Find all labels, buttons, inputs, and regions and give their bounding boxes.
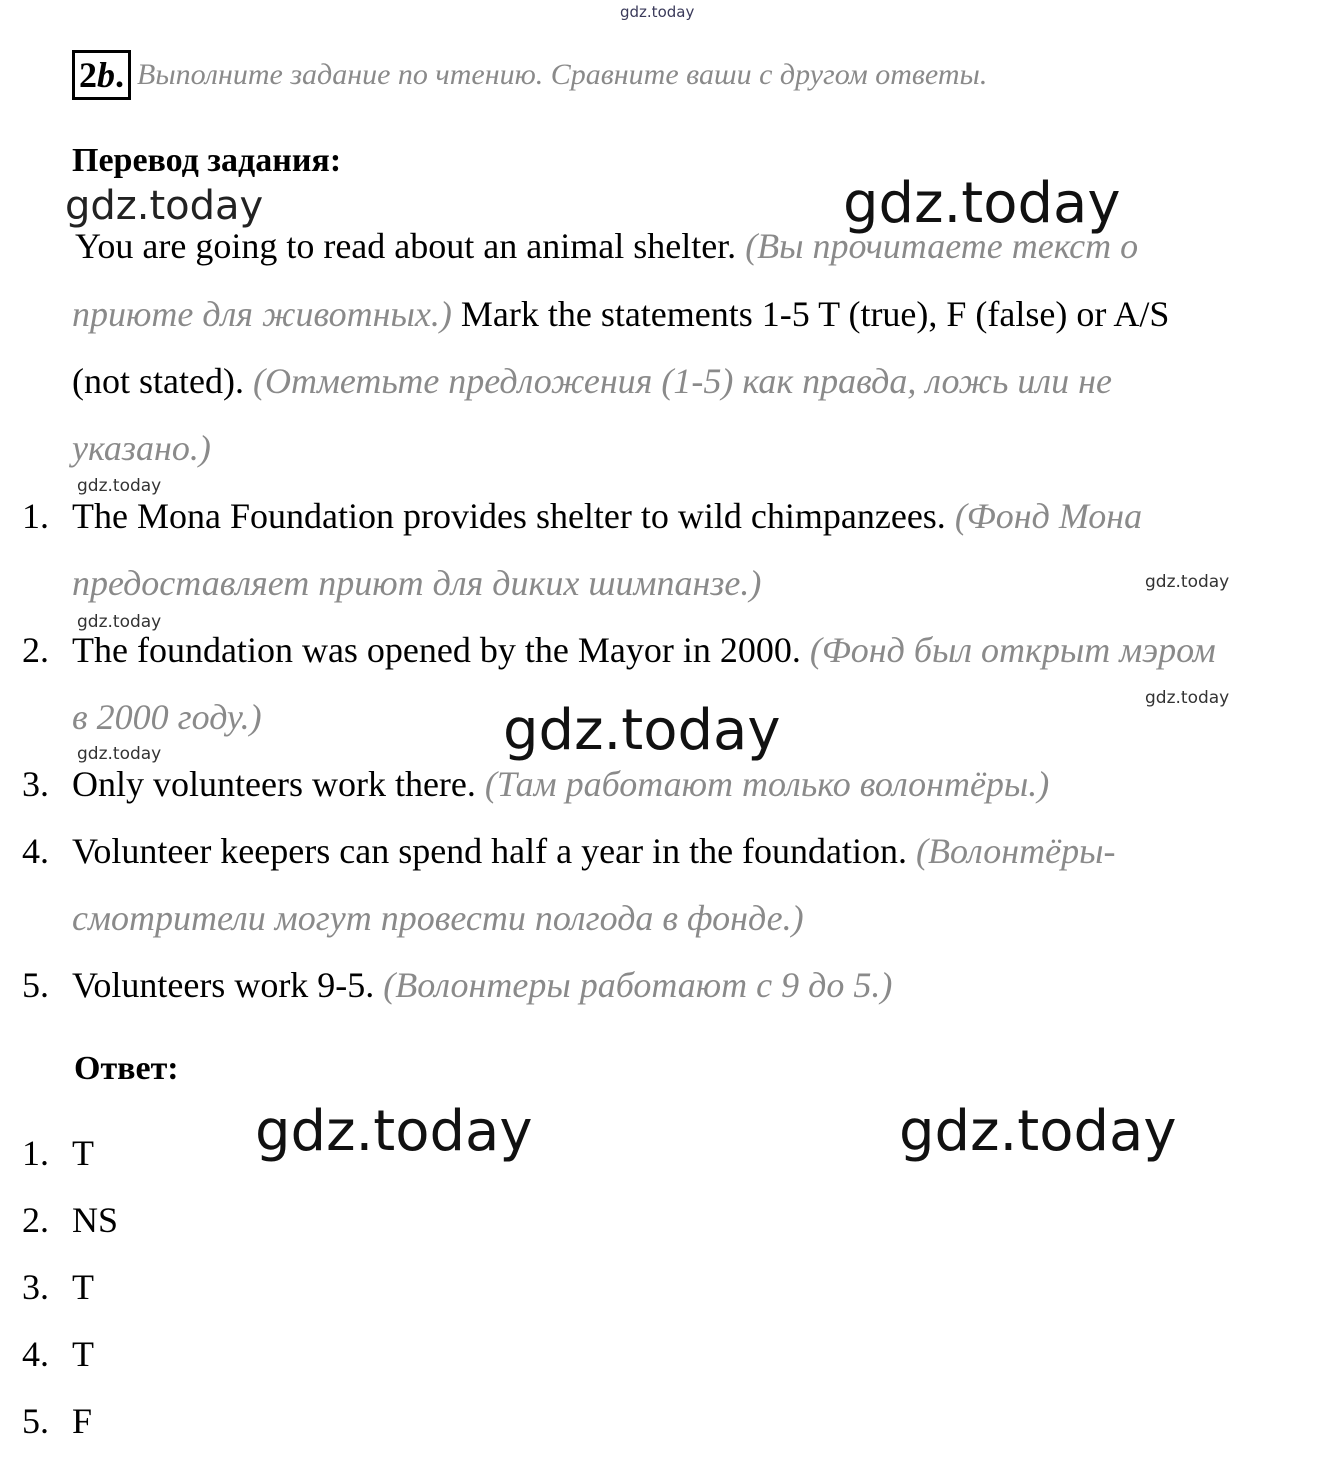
intro-ru: приюте для животных.)	[72, 294, 452, 334]
statement-1	[72, 498, 1142, 534]
watermark: gdz.today	[77, 744, 162, 764]
statement-en: Volunteers work 9-5.	[72, 965, 375, 1005]
statement-en: Volunteer keepers can spend half a year in the foundation.	[72, 831, 908, 871]
task-letter: b	[97, 55, 115, 95]
watermark: gdz.today	[620, 3, 695, 21]
task-instruction: Выполните задание по чтению. Сравните ваши с другом ответы.	[137, 58, 988, 91]
translation-heading: Перевод задания:	[72, 142, 342, 179]
task-header	[72, 50, 987, 100]
statement-number: 1.	[22, 496, 49, 536]
task-number-box	[72, 50, 131, 100]
statement-en: The foundation was opened by the Mayor in 2000.	[72, 630, 801, 670]
statement-4	[72, 833, 1115, 869]
intro-line-1	[75, 228, 1138, 264]
watermark: gdz.today	[77, 476, 162, 496]
answer-value: F	[72, 1401, 93, 1441]
watermark: gdz.today	[899, 1099, 1177, 1164]
intro-line-2	[72, 296, 1169, 332]
intro-ru: указано.)	[72, 428, 211, 468]
statement-en: The Mona Foundation provides shelter to wild chimpanzees.	[72, 496, 946, 536]
statement-number: 5.	[22, 965, 49, 1005]
answer-heading: Ответ:	[74, 1050, 179, 1087]
intro-ru: (Отметьте предложения (1-5) как правда, ложь или не	[252, 361, 1112, 401]
statement-ru: (Там работают только волонтёры.)	[484, 764, 1050, 804]
intro-line-4	[72, 430, 211, 466]
watermark: gdz.today	[255, 1099, 533, 1164]
statement-2-cont	[72, 699, 262, 735]
answer-number: 2.	[22, 1200, 49, 1240]
statement-ru: (Волонтеры работают с 9 до 5.)	[383, 965, 893, 1005]
watermark: gdz.today	[77, 612, 162, 632]
statement-ru: (Волонтёры-	[916, 831, 1116, 871]
answer-number: 4.	[22, 1334, 49, 1374]
statement-ru: (Фонд был открыт мэром	[809, 630, 1216, 670]
task-number: 2	[79, 55, 97, 95]
statement-ru: в 2000 году.)	[72, 697, 262, 737]
intro-en: You are going to read about an animal shelter.	[75, 226, 737, 266]
answer-number: 3.	[22, 1267, 49, 1307]
statement-ru: предоставляет приют для диких шимпанзе.)	[72, 563, 762, 603]
answer-number: 1.	[22, 1133, 49, 1173]
answer-value: NS	[72, 1200, 119, 1240]
watermark: gdz.today	[65, 183, 264, 229]
intro-line-3	[72, 363, 1112, 399]
watermark: gdz.today	[503, 698, 781, 763]
statement-number: 3.	[22, 764, 49, 804]
intro-en: Mark the statements 1-5 T (true), F (false) or A/S	[460, 294, 1170, 334]
statement-ru: (Фонд Мона	[954, 496, 1143, 536]
answer-value: T	[72, 1267, 94, 1307]
task-dot: .	[115, 55, 124, 95]
statement-number: 2.	[22, 630, 49, 670]
statement-ru: смотрители могут провести полгода в фонде.)	[72, 898, 804, 938]
statement-3	[72, 766, 1049, 802]
statement-en: Only volunteers work there.	[72, 764, 476, 804]
statement-5	[72, 967, 892, 1003]
answer-value: T	[72, 1133, 94, 1173]
statement-4-cont	[72, 900, 804, 936]
watermark: gdz.today	[1145, 688, 1230, 708]
statement-2	[72, 632, 1216, 668]
statement-number: 4.	[22, 831, 49, 871]
answer-number: 5.	[22, 1401, 49, 1441]
intro-en: (not stated).	[72, 361, 244, 401]
watermark: gdz.today	[843, 171, 1121, 236]
watermark: gdz.today	[1145, 572, 1230, 592]
intro-ru: (Вы прочитаете текст о	[745, 226, 1139, 266]
statement-1-cont	[72, 565, 761, 601]
answer-value: T	[72, 1334, 94, 1374]
